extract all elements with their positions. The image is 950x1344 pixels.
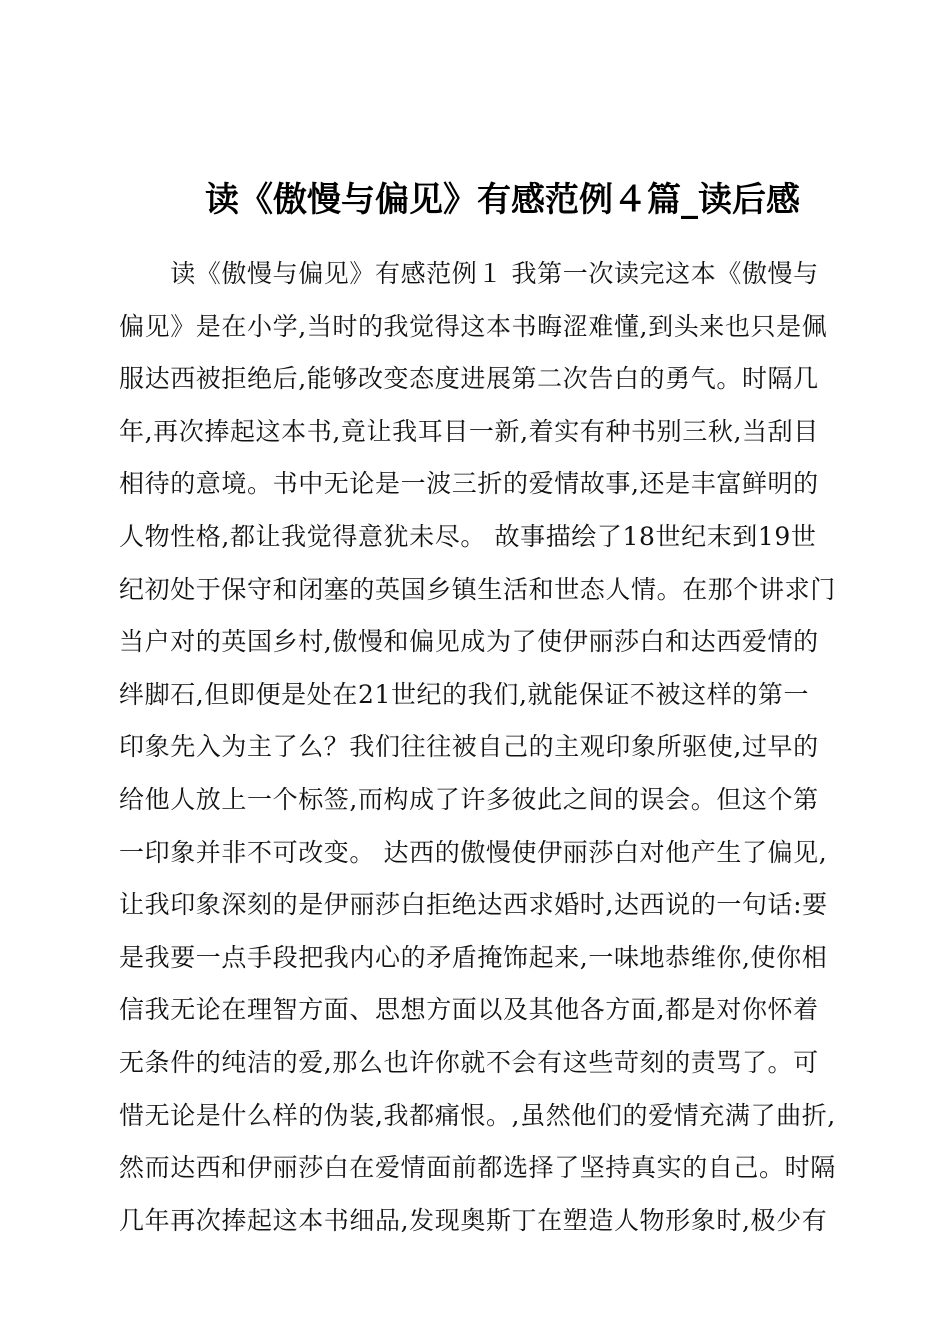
body-line: 人物性格,都让我觉得意犹未尽。 故事描绘了18世纪末到19世 — [119, 521, 817, 551]
body-line: 是我要一点手段把我内心的矛盾掩饰起来,一味地恭维你,使你相 — [119, 942, 828, 972]
body-line: 年,再次捧起这本书,竟让我耳目一新,着实有种书别三秋,当刮目 — [119, 416, 819, 446]
body-line: 给他人放上一个标签,而构成了许多彼此之间的误会。但这个第 — [119, 784, 819, 814]
body-line: 当户对的英国乡村,傲慢和偏见成为了使伊丽莎白和达西爱情的 — [119, 627, 819, 657]
body-line: 无条件的纯洁的爱,那么也许你就不会有这些苛刻的责骂了。可 — [119, 1047, 819, 1077]
body-line: 印象先入为主了么？我们往往被自己的主观印象所驱使,过早的 — [119, 732, 819, 762]
body-line: 读《傲慢与偏见》有感范例１ 我第一次读完这本《傲慢与 — [119, 259, 819, 288]
document-title: 读《傲慢与偏见》有感范例４篇_读后感 — [205, 180, 800, 220]
body-line: 信我无论在理智方面、思想方面以及其他各方面,都是对你怀着 — [119, 995, 819, 1025]
document-body — [119, 248, 839, 1247]
body-line: 几年再次捧起这本书细品,发现奥斯丁在塑造人物形象时,极少有 — [119, 1205, 828, 1235]
body-line: 服达西被拒绝后,能够改变态度进展第二次告白的勇气。时隔几 — [119, 364, 819, 394]
body-line: 绊脚石,但即便是处在21世纪的我们,就能保证不被这样的第一 — [119, 679, 810, 709]
body-line: 纪初处于保守和闭塞的英国乡镇生活和世态人情。在那个讲求门 — [119, 574, 836, 604]
body-line: 让我印象深刻的是伊丽莎白拒绝达西求婚时,达西说的一句话:要 — [119, 890, 828, 920]
body-line: 一印象并非不可改变。 达西的傲慢使伊丽莎白对他产生了偏见, — [119, 837, 828, 867]
body-line: 然而达西和伊丽莎白在爱情面前都选择了坚持真实的自己。时隔 — [119, 1153, 836, 1183]
body-line: 偏见》是在小学,当时的我觉得这本书晦涩难懂,到头来也只是佩 — [119, 311, 828, 341]
body-line: 相待的意境。书中无论是一波三折的爱情故事,还是丰富鲜明的 — [119, 469, 819, 499]
body-line: 惜无论是什么样的伪装,我都痛恨。,虽然他们的爱情充满了曲折, — [119, 1100, 836, 1130]
